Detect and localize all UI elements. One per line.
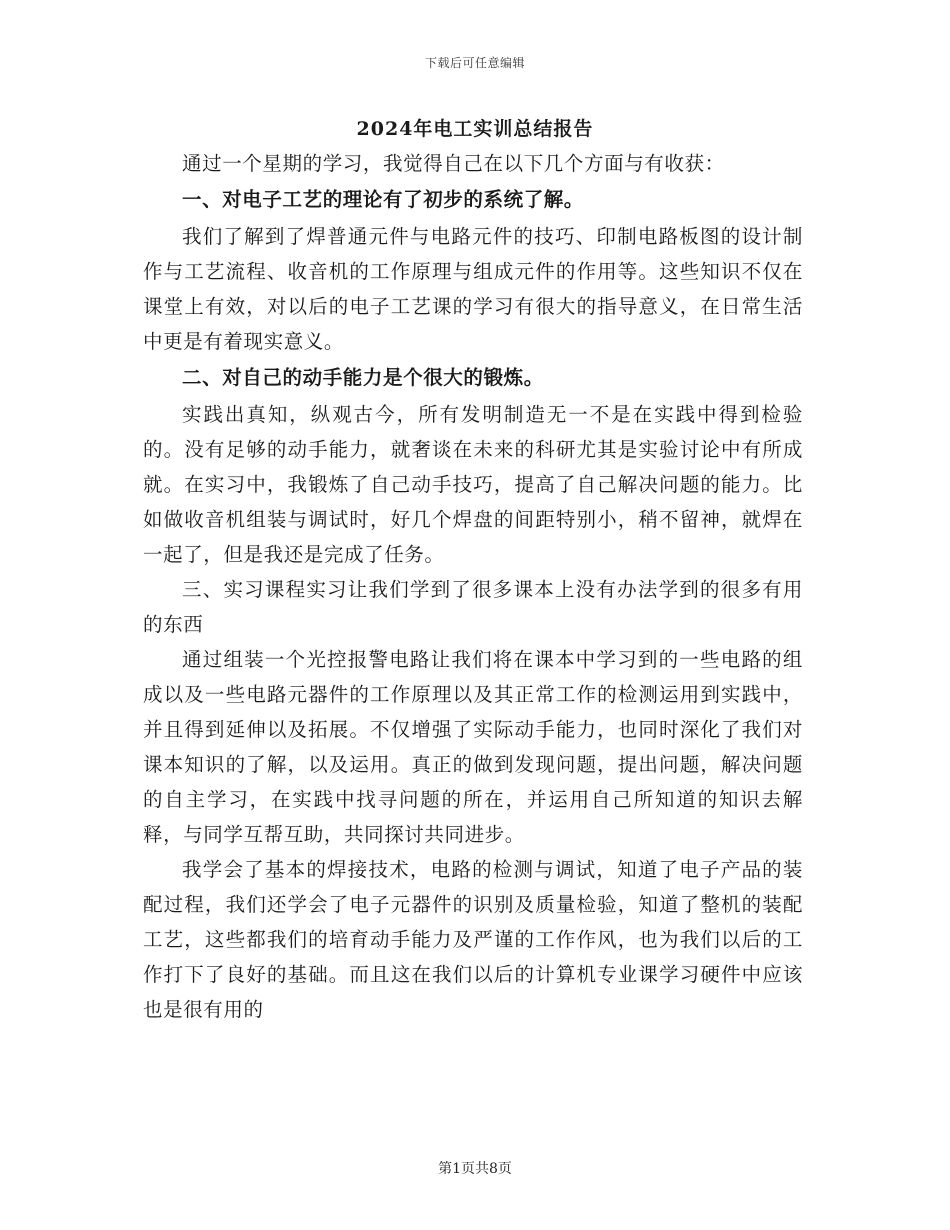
page-number: 第1页共8页 (438, 1161, 512, 1177)
section-heading-1: 一、对电子工艺的理论有了初步的系统了解。 (182, 188, 585, 211)
intro-paragraph: 通过一个星期的学习，我觉得自己在以下几个方面与有收获： (182, 152, 725, 175)
section-3-paragraph-2: 我学会了基本的焊接技术，电路的检测与调试，知道了电子产品的装配过程，我们还学会了电子元器件的识别及质量检验，知道了整机的装配工艺，这些都我们的培育动手能力及严谨的工作作风，也为我们以后的工作打下了良好的基础。而且这在我们以后的计算机专业课学习硬件中应该也是很有用的 (143, 858, 803, 1021)
section-3-paragraph-1: 通过组装一个光控报警电路让我们将在课本中学习到的一些电路的组成以及一些电路元器件的工作原理以及其正常工作的检测运用到实践中，并且得到延伸以及拓展。不仅增强了实际动手能力，也同时深化了我们对课本知识的了解，以及运用。真正的做到发现问题，提出问题，解决问题的自主学习，在实践中找寻问题的所在，并运用自己所知道的知识去解释，与同学互帮互助，共同探讨共同进步。 (143, 648, 803, 846)
section-2-paragraph: 实践出真知，纵观古今，所有发明制造无一不是在实践中得到检验的。没有足够的动手能力，就奢谈在未来的科研尤其是实验讨论中有所成就。在实习中，我锻炼了自己动手技巧，提高了自己解决问题的能力。比如做收音机组装与调试时，好几个焊盘的间距特别小，稍不留神，就焊在一起了，但是我还是完成了任务。 (143, 403, 803, 566)
section-heading-3: 三、实习课程实习让我们学到了很多课本上没有办法学到的很多有用的东西 (143, 578, 803, 636)
page-header-note: 下载后可任意编辑 (424, 56, 525, 70)
section-heading-2: 二、对自己的动手能力是个很大的锻炼。 (182, 366, 544, 389)
document-body (143, 146, 803, 1027)
section-1-paragraph: 我们了解到了焊普通元件与电路元件的技巧、印制电路板图的设计制作与工艺流程、收音机的工作原理与组成元件的作用等。这些知识不仅在课堂上有效，对以后的电子工艺课的学习有很大的指导意义，在日常生活中更是有着现实意义。 (143, 225, 803, 353)
document-title: 2024年电工实训总结报告 (356, 118, 594, 140)
